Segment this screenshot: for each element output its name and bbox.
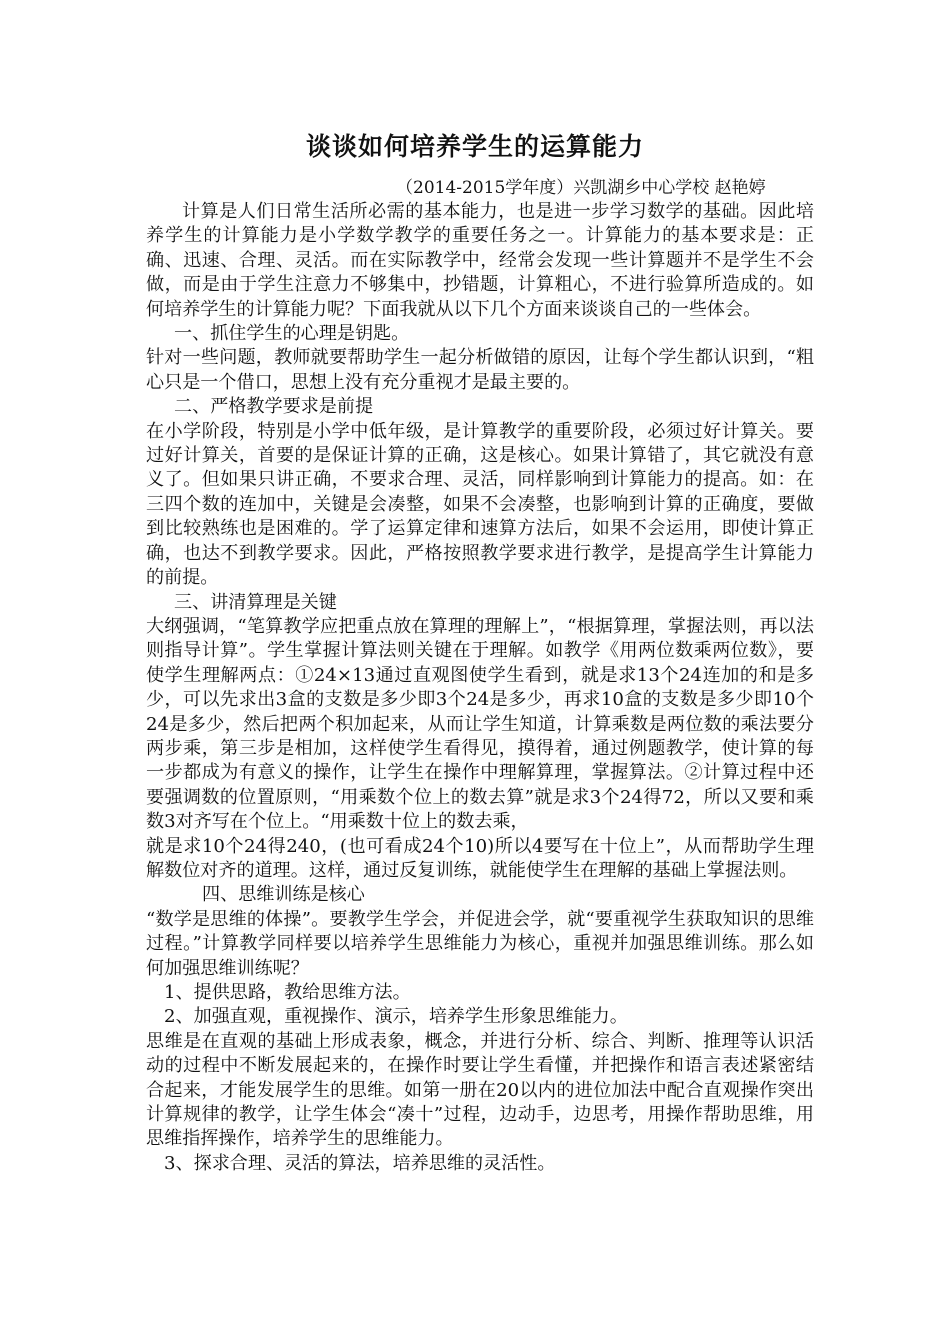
section-3-paragraph-continued: 就是求10个24得240，(也可看成24个10)所以4要写在十位上”，从而帮助学生理解数位对齐的道理。这样，通过反复训练，就能使学生在理解的基础上掌握法则。: [146, 835, 814, 881]
list-item-3: 3、探求合理、灵活的算法，培养思维的灵活性。: [164, 1152, 556, 1174]
document-title: 谈谈如何培养学生的运算能力: [305, 132, 644, 161]
list-item-2-paragraph: 思维是在直观的基础上形成表象，概念，并进行分析、综合、判断、推理等认识活动的过程中不断发展起来的，在操作时要让学生看懂，并把操作和语言表述紧密结合起来，才能发展学生的思维。如第一册在20以内的进位加法中配合直观操作突出计算规律的教学，让学生体会“凑十”过程，边动手，边思考，用操作帮助思维，用思维指挥操作，培养学生的思维能力。: [146, 1030, 814, 1150]
section-heading-2: 二、严格教学要求是前提: [174, 396, 374, 418]
list-item-1: 1、提供思路，教给思维方法。: [164, 982, 411, 1003]
document-body: [146, 200, 814, 1176]
section-2-paragraph: 在小学阶段，特别是小学中低年级，是计算教学的重要阶段，必须过好计算关。要过好计算关，首要的是保证计算的正确，这是核心。如果计算错了，其它就没有意义了。但如果只讲正确，不要求合理、灵活，同样影响到计算能力的提高。如：在三四个数的连加中，关键是会凑整，如果不会凑整，也影响到计算的正确度，要做到比较熟练也是困难的。学了运算定律和速算方法后，如果不会运用，即使计算正确，也达不到教学要求。因此，严格按照教学要求进行教学，是提高学生计算能力的前提。: [146, 420, 814, 589]
section-1-paragraph: 针对一些问题，教师就要帮助学生一起分析做错的原因，让每个学生都认识到，“粗心只是一个借口，思想上没有充分重视才是最主要的。: [146, 347, 814, 393]
section-heading-1: 一、抓住学生的心理是钥匙。: [174, 323, 410, 345]
intro-paragraph: 计算是人们日常生活所必需的基本能力，也是进一步学习数学的基础。因此培养学生的计算能力是小学数学教学的重要任务之一。计算能力的基本要求是：正确、迅速、合理、灵活。而在实际教学中，经常会发现一些计算题并不是学生不会做，而是由于学生注意力不够集中，抄错题，计算粗心，不进行验算所造成的。如何培养学生的计算能力呢？下面我就从以下几个方面来谈谈自己的一些体会。: [146, 201, 814, 320]
section-heading-4: 四、思维训练是核心: [202, 884, 365, 906]
list-item-2: 2、加强直观，重视操作、演示，培养学生形象思维能力。: [164, 1006, 628, 1028]
section-4-paragraph: “数学是思维的体操”。要教学生学会，并促进会学，就“要重视学生获取知识的思维过程。”计算教学同样要以培养学生思维能力为核心，重视并加强思维训练。那么如何加强思维训练呢？: [146, 908, 814, 979]
section-heading-3: 三、讲清算理是关键: [174, 591, 337, 613]
author-byline: （2014-2015学年度）兴凯湖乡中心学校 赵艳婷: [396, 178, 766, 198]
section-3-paragraph: 大纲强调，“笔算教学应把重点放在算理的理解上”，“根据算理，掌握法则，再以法则指导计算”。学生掌握计算法则关键在于理解。如教学《用两位数乘两位数》，要使学生理解两点：①24×13通过直观图使学生看到，就是求13个24连加的和是多少，可以先求出3盒的支数是多少即3个24是多少，再求10盒的支数是多少即10个24是多少，然后把两个积加起来，从而让学生知道，计算乘数是两位数的乘法要分两步乘，第三步是相加，这样使学生看得见，摸得着，通过例题教学，使计算的每一步都成为有意义的操作，让学生在操作中理解算理，掌握算法。②计算过程中还要强调数的位置原则，“用乘数个位上的数去算”就是求3个24得72，所以又要和乘数3对齐写在个位上。“用乘数十位上的数去乘，: [146, 615, 814, 833]
